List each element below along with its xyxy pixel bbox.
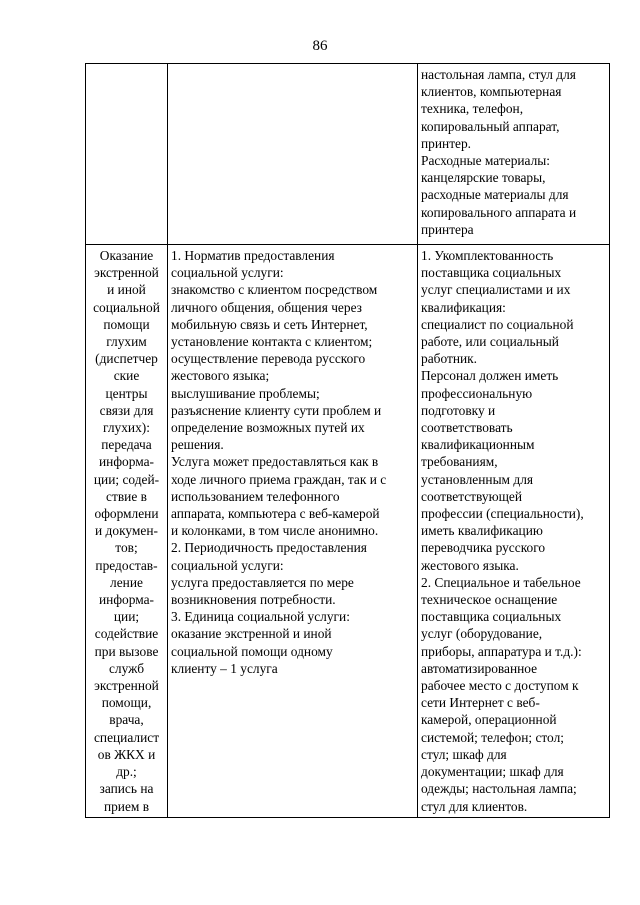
cell-line: врача, — [109, 712, 144, 728]
cell-line: квалификационным — [421, 437, 535, 453]
cell-line: Персонал должен иметь — [421, 368, 559, 384]
cell-line: использованием телефонного — [171, 488, 340, 504]
cell-line: соответствующей — [421, 488, 522, 504]
cell-line: стул; шкаф для — [421, 746, 507, 762]
cell-line: др.; — [116, 764, 137, 780]
cell-line: принтера — [421, 221, 474, 237]
cell-line: стул для клиентов. — [421, 798, 528, 814]
service-name-cell — [86, 64, 168, 245]
cell-line: решения. — [171, 437, 224, 453]
cell-line: системой; телефон; стол; — [421, 729, 564, 745]
cell-line: требованиям, — [421, 454, 498, 470]
cell-line: прием в — [103, 798, 150, 814]
cell-line: одежды; настольная лампа; — [421, 781, 577, 797]
cell-line: принтер. — [421, 135, 472, 151]
cell-line: специалист — [93, 729, 160, 745]
cell-line: жестового языка; — [171, 368, 270, 384]
cell-line: помощи, — [101, 695, 152, 711]
cell-line: клиентов, компьютерная — [421, 84, 562, 100]
cell-line: центры — [105, 385, 148, 401]
cell-line: расходные материалы для — [421, 187, 569, 203]
cell-line: социальной — [93, 299, 160, 315]
cell-line: знакомство с клиентом посредством — [171, 282, 378, 298]
cell-line: помощи — [103, 316, 150, 332]
cell-line: и докумен- — [95, 523, 158, 539]
cell-line: клиенту – 1 услуга — [171, 660, 278, 676]
cell-line: специалист по социальной — [421, 316, 574, 332]
cell-line: переводчика русского — [421, 540, 546, 556]
cell-line: при вызове — [94, 643, 159, 659]
cell-line: поставщика социальных — [421, 265, 562, 281]
cell-line: 1. Норматив предоставления — [171, 248, 335, 263]
cell-line: автоматизированное — [421, 660, 538, 676]
cell-line: работник. — [421, 351, 478, 367]
cell-line: камерой, операционной — [421, 712, 557, 728]
cell-line: мобильную связь и сеть Интернет, — [171, 316, 368, 332]
cell-line: профессиональную — [421, 385, 533, 401]
cell-line: социальной услуги: — [171, 265, 284, 281]
cell-line: соответствовать — [421, 420, 513, 436]
cell-line: рабочее место с доступом к — [421, 678, 579, 694]
cell-line: сети Интернет с веб- — [421, 695, 540, 711]
cell-line: информа- — [99, 454, 154, 470]
cell-line: иметь квалификацию — [421, 523, 543, 539]
cell-line: поставщика социальных — [421, 609, 562, 625]
cell-line: 2. Специальное и табельное — [421, 574, 581, 590]
service-name-cell — [86, 245, 168, 818]
cell-line: ходе личного приема граждан, так и с — [171, 471, 387, 487]
cell-line: профессии (специальности), — [421, 506, 584, 522]
cell-line: возникновения потребности. — [171, 592, 336, 608]
service-name-text — [89, 247, 164, 815]
cell-line: экстренной — [94, 678, 159, 694]
cell-line: ов ЖКХ и — [97, 746, 156, 762]
cell-line: ские — [113, 368, 140, 384]
cell-line: социальной помощи одному — [171, 643, 333, 659]
cell-line: подготовку и — [421, 402, 496, 418]
cell-line: и иной — [107, 282, 146, 298]
cell-line: ствие в — [106, 488, 147, 504]
cell-line: оформлени — [94, 506, 159, 522]
cell-line: услуг специалистами и их — [421, 282, 571, 298]
cell-line: копировальный аппарат, — [421, 118, 560, 134]
service-conditions-cell — [418, 245, 610, 818]
cell-line: глухих): — [103, 420, 150, 436]
cell-line: 2. Периодичность предоставления — [171, 540, 367, 556]
service-conditions-cell — [418, 64, 610, 245]
cell-line: приборы, аппаратура и т.д.): — [421, 643, 582, 659]
service-standard-cell — [168, 245, 418, 818]
table-row-emergency-help — [86, 245, 610, 818]
cell-line: жестового языка. — [421, 557, 519, 573]
cell-line: и колонками, в том числе анонимно. — [171, 523, 379, 539]
cell-line: аппарата, компьютера с веб-камерой — [171, 506, 380, 522]
cell-line: разъяснение клиенту сути проблем и — [171, 402, 382, 418]
cell-line: услуг (оборудование, — [421, 626, 543, 642]
cell-line: ции; содей- — [93, 471, 160, 487]
cell-line: ции; — [113, 609, 140, 625]
cell-line: установленным для — [421, 471, 534, 487]
cell-line: работе, или социальный — [421, 334, 559, 350]
cell-line: запись на — [99, 781, 154, 797]
cell-line: служб — [108, 660, 145, 676]
cell-line: оказание экстренной и иной — [171, 626, 332, 642]
cell-line: канцелярские товары, — [421, 170, 546, 186]
cell-line: документации; шкаф для — [421, 764, 564, 780]
cell-line: осуществление перевода русского — [171, 351, 366, 367]
cell-line: ление — [110, 574, 143, 590]
cell-line: выслушивание проблемы; — [171, 385, 320, 401]
cell-line: услуга предоставляется по мере — [171, 574, 354, 590]
cell-line: техника, телефон, — [421, 101, 524, 117]
cell-line: определение возможных путей их — [171, 420, 365, 436]
cell-line: Услуга может предоставляться как в — [171, 454, 379, 470]
cell-line: Оказание — [99, 248, 154, 263]
service-standard-cell — [168, 64, 418, 245]
cell-line: содействие — [94, 626, 159, 642]
cell-line: настольная лампа, стул для — [421, 67, 576, 82]
service-conditions-text — [421, 247, 606, 815]
cell-line: передача — [101, 437, 152, 453]
cell-line: техническое оснащение — [421, 592, 558, 608]
cell-line: социальной услуги: — [171, 557, 284, 573]
page-number: 86 — [312, 38, 328, 54]
cell-line: 1. Укомплектованность — [421, 248, 554, 263]
services-table — [85, 63, 610, 818]
cell-line: глухим — [106, 334, 147, 350]
table-row-continuation — [86, 64, 610, 245]
cell-line: установление контакта с клиентом; — [171, 334, 373, 350]
cell-line: копировального аппарата и — [421, 204, 577, 220]
cell-line: личного общения, общения через — [171, 299, 362, 315]
cell-line: (диспетчер — [95, 351, 158, 367]
cell-line: информа- — [99, 592, 154, 608]
cell-line: Расходные материалы: — [421, 153, 551, 169]
service-standard-text — [171, 247, 414, 677]
cell-line: тов; — [115, 540, 138, 556]
cell-line: квалификация: — [421, 299, 506, 315]
cell-line: связи для — [99, 402, 154, 418]
cell-line: предостав- — [95, 557, 158, 573]
service-conditions-text — [421, 66, 606, 238]
cell-line: 3. Единица социальной услуги: — [171, 609, 350, 625]
cell-line: экстренной — [94, 265, 159, 281]
